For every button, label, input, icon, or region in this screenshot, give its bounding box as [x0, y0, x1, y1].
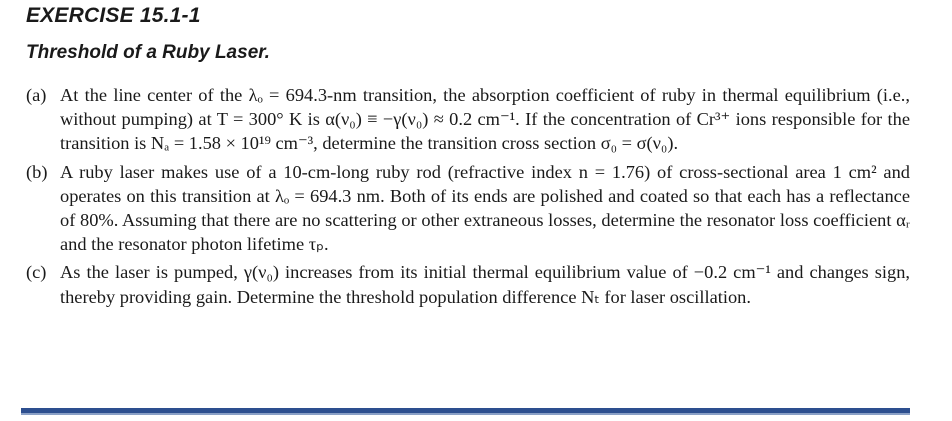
part-a — [26, 83, 910, 156]
exercise-number: EXERCISE 15.1-1 — [26, 4, 201, 27]
part-label: (b) — [26, 161, 48, 182]
exercise-parts — [26, 83, 910, 313]
part-text: At the line center of the λₒ = 694.3-nm transition, the absorption coefficient of ruby in thermal equilibrium (i.e., without pumping) at T = 300° K is α(ν₀) ≡ −γ(ν₀) ≈ 0.2 cm⁻¹. If the concentration of Cr³⁺ ions responsible for the transition is Nₐ = 1.58 × 10¹⁹ cm⁻³, determine the transition cross section σ₀ = σ(ν₀). — [60, 85, 910, 154]
part-text: As the laser is pumped, γ(ν₀) increases from its initial thermal equilibrium value of −0.2 cm⁻¹ and changes sign, thereby providing gain. Determine the threshold population difference Nₜ for laser oscillation. — [60, 262, 910, 307]
part-b — [26, 160, 910, 257]
bottom-divider-shadow — [21, 413, 910, 415]
part-text: A ruby laser makes use of a 10-cm-long ruby rod (refractive index n = 1.76) of cross-sectional area 1 cm² and operates on this transition at λₒ = 694.3 nm. Both of its ends are polished and coated so that each has a reflectance of 80%. Assuming that there are no scattering or other extraneous losses, determine the resonator loss coefficient αᵣ and the resonator photon lifetime τₚ. — [60, 161, 910, 255]
part-c — [26, 260, 910, 308]
part-label: (c) — [26, 262, 47, 283]
exercise-title: Threshold of a Ruby Laser. — [26, 42, 270, 63]
part-label: (a) — [26, 85, 47, 105]
